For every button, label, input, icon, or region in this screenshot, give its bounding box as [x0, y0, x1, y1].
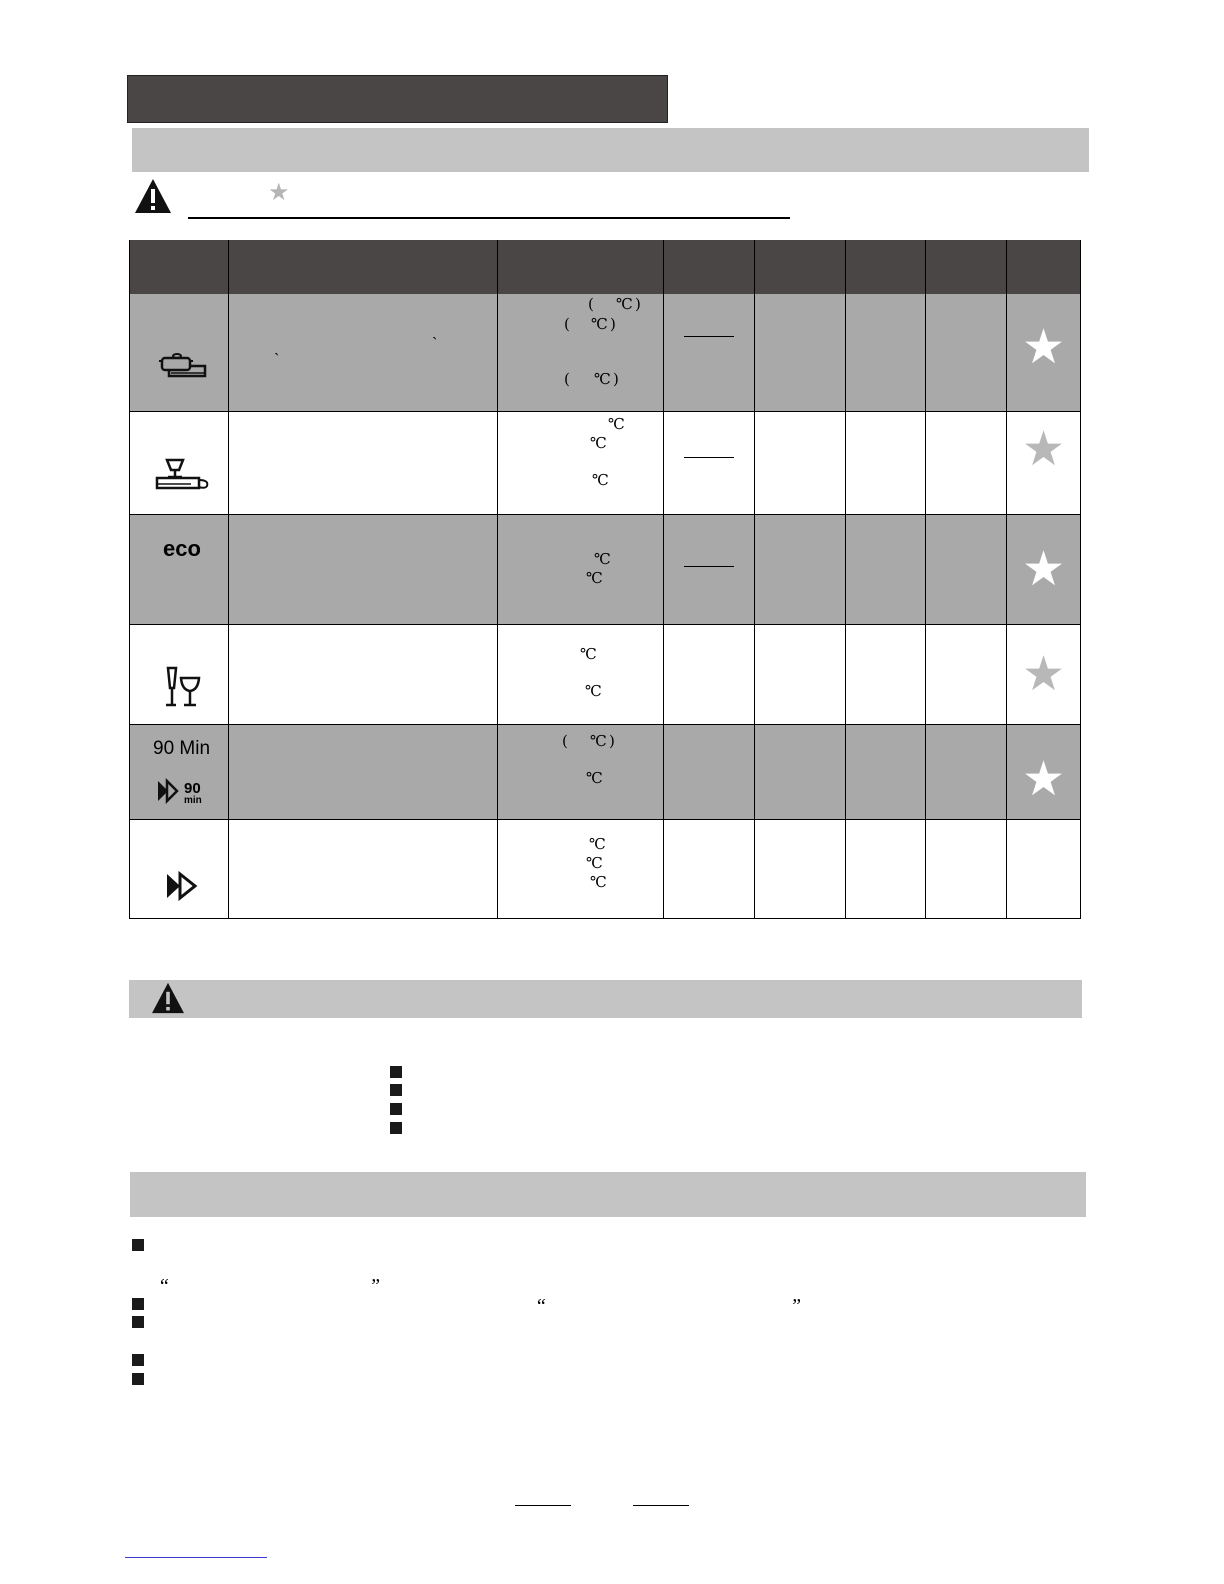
- table-row-divider: [129, 514, 1081, 515]
- paren-close: ): [635, 295, 641, 313]
- svg-text:90: 90: [184, 780, 201, 797]
- backtick-mark: `: [274, 351, 280, 368]
- table-row-rapid: [129, 819, 1081, 919]
- paren-open: (: [564, 370, 570, 388]
- warning-icon: [134, 178, 172, 214]
- section-header-notes: [130, 1172, 1086, 1217]
- degree-unit: ℃: [586, 854, 603, 872]
- bullet-icon: [132, 1316, 144, 1328]
- table-row-normal: [129, 411, 1081, 514]
- paren-close: ): [610, 315, 616, 333]
- table-column-divider: [845, 240, 846, 919]
- degree-unit: ℃: [590, 732, 607, 750]
- chapter-title-bar: [127, 75, 668, 123]
- table-row-intensive: [129, 294, 1081, 411]
- degree-unit: ℃: [592, 471, 609, 489]
- footer-link-underline[interactable]: [125, 1557, 267, 1558]
- table-column-divider: [663, 240, 664, 919]
- empty-value-dash: [684, 457, 734, 458]
- paren-close: ): [609, 732, 615, 750]
- degree-unit: ℃: [580, 645, 597, 663]
- table-column-divider: [925, 240, 926, 919]
- eco-icon: eco: [163, 536, 201, 561]
- star-icon: ★: [1022, 646, 1066, 702]
- table-column-divider: [754, 240, 755, 919]
- bullet-icon: [390, 1103, 402, 1115]
- page-number-underline: [515, 1505, 571, 1506]
- star-icon: ★: [1022, 541, 1066, 597]
- star-icon: ★: [1022, 319, 1066, 375]
- star-note-icon: ★: [268, 178, 290, 206]
- table-row-glass: [129, 624, 1081, 724]
- svg-text:min: min: [184, 795, 202, 804]
- section-header-program-table: [132, 128, 1089, 172]
- degree-unit: ℃: [586, 569, 603, 587]
- quote-open: “: [535, 1295, 547, 1317]
- backtick-mark: `: [432, 335, 438, 352]
- page-number-underline: [633, 1505, 689, 1506]
- degree-unit: ℃: [608, 415, 625, 433]
- degree-unit: ℃: [590, 434, 607, 452]
- bullet-icon: [132, 1354, 144, 1366]
- empty-value-dash: [684, 566, 734, 567]
- fast-forward-icon: [165, 871, 199, 901]
- quote-close: ”: [790, 1295, 802, 1317]
- bullet-icon: [390, 1084, 402, 1096]
- table-row-eco: [129, 514, 1081, 624]
- table-row-divider: [129, 819, 1081, 820]
- bullet-icon: [390, 1066, 402, 1078]
- warning-section-bar: [129, 980, 1082, 1018]
- degree-unit: ℃: [589, 835, 606, 853]
- degree-unit: ℃: [591, 315, 608, 333]
- degree-unit: ℃: [594, 550, 611, 568]
- table-border: [129, 240, 130, 919]
- degree-unit: ℃: [616, 295, 633, 313]
- star-icon: ★: [1022, 751, 1066, 807]
- table-border: [129, 918, 1081, 919]
- star-icon: ★: [1022, 421, 1066, 477]
- program-label-90min: 90 Min: [153, 738, 211, 759]
- degree-unit: ℃: [590, 873, 607, 891]
- degree-unit: ℃: [594, 370, 611, 388]
- table-header: [129, 240, 1081, 294]
- wine-glasses-icon: [163, 666, 203, 708]
- table-row-divider: [129, 624, 1081, 625]
- table-row-divider: [129, 411, 1081, 412]
- table-column-divider: [497, 240, 498, 919]
- paren-open: (: [562, 732, 568, 750]
- paren-close: ): [613, 370, 619, 388]
- paren-open: (: [564, 315, 570, 333]
- bullet-icon: [390, 1122, 402, 1134]
- table-column-divider: [1006, 240, 1007, 919]
- table-row-divider: [129, 724, 1081, 725]
- warning-icon: [151, 982, 185, 1014]
- pots-pans-icon: [159, 352, 209, 380]
- table-border: [1080, 240, 1081, 919]
- bullet-icon: [132, 1373, 144, 1385]
- bullet-icon: [132, 1239, 144, 1251]
- quote-close: ”: [369, 1275, 381, 1297]
- fast-forward-90-icon: [156, 778, 210, 804]
- degree-unit: ℃: [586, 769, 603, 787]
- table-column-divider: [228, 240, 229, 919]
- paren-open: (: [588, 295, 594, 313]
- bullet-icon: [132, 1298, 144, 1310]
- quote-open: “: [158, 1275, 170, 1297]
- warning-underline: [188, 217, 790, 219]
- glass-plate-icon: [155, 458, 211, 492]
- degree-unit: ℃: [585, 682, 602, 700]
- program-table: [129, 240, 1081, 919]
- empty-value-dash: [684, 336, 734, 337]
